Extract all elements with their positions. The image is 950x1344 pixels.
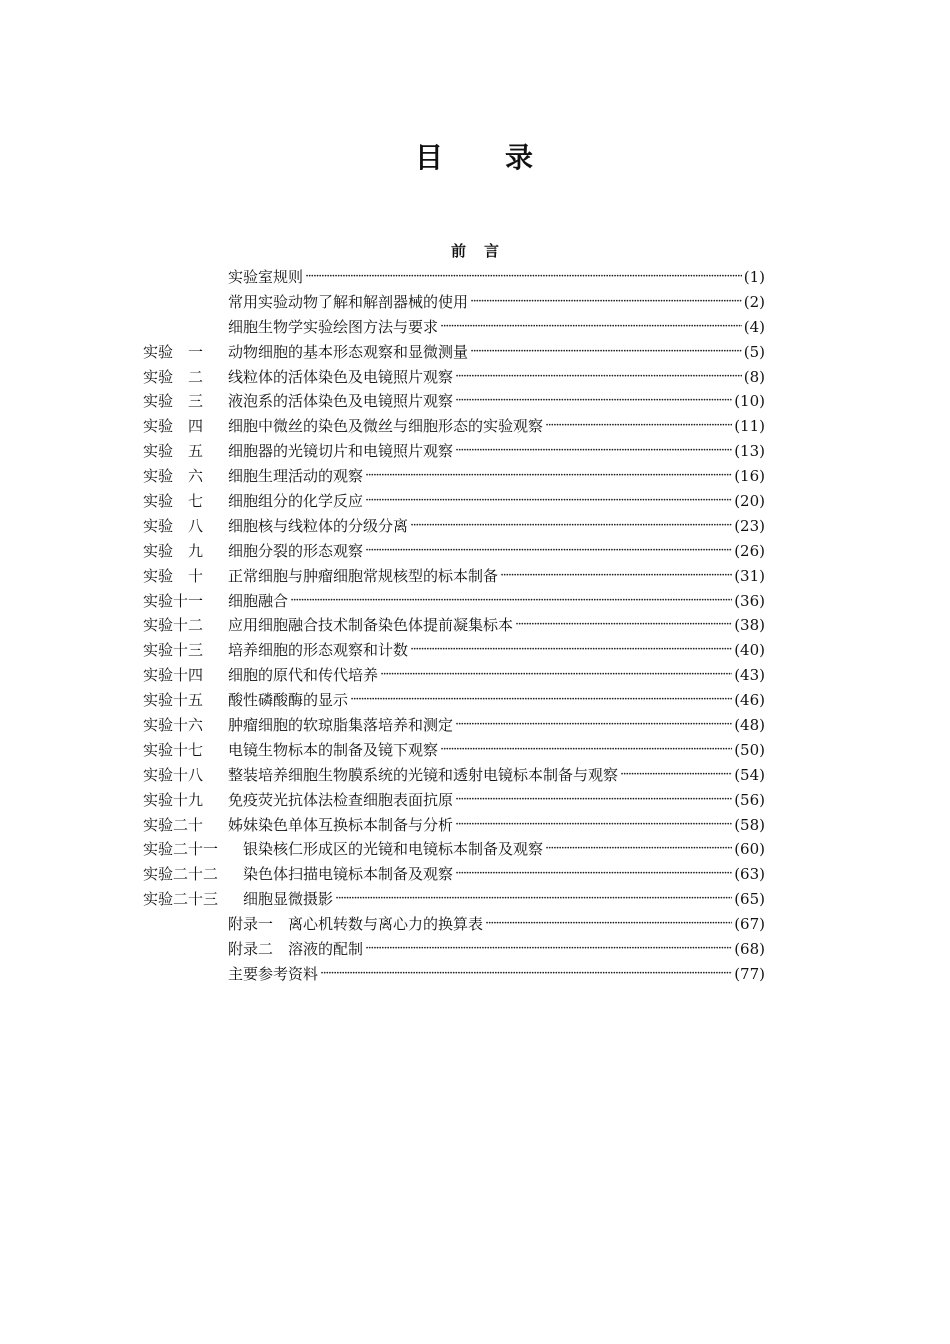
dot-leader [440, 738, 732, 763]
toc-entry[interactable] [143, 837, 765, 862]
toc-entry-page-number: (38) [734, 616, 765, 635]
toc-entry[interactable] [143, 788, 765, 813]
toc-entry-label: 实验十一 [143, 591, 204, 610]
toc-entry-page-number: (43) [734, 666, 765, 685]
toc-entry[interactable] [143, 688, 765, 713]
toc-entry-page-number: (58) [734, 815, 765, 834]
toc-entry[interactable] [143, 489, 765, 514]
toc-entry-title: 细胞生理活动的观察 [228, 467, 364, 486]
toc-entry[interactable] [143, 439, 765, 464]
toc-entry-page-number: (77) [734, 964, 765, 983]
dot-leader [455, 813, 732, 838]
toc-entry-label: 实验十六 [143, 716, 204, 735]
toc-entry-page-number: (16) [734, 467, 765, 486]
toc-entry-label: 实验十七 [143, 740, 204, 759]
toc-entry-page-number: (65) [734, 890, 765, 909]
toc-entry-title: 动物细胞的基本形态观察和显微测量 [228, 342, 469, 361]
toc-entry[interactable] [143, 389, 765, 414]
toc-entry-label: 实验 五 [143, 442, 204, 461]
toc-entry-title: 细胞融合 [228, 591, 289, 610]
toc-entry-page-number: (46) [734, 691, 765, 710]
toc-entry-page-number: (20) [734, 492, 765, 511]
toc-entry[interactable] [143, 340, 765, 365]
dot-leader [485, 912, 732, 937]
toc-entry[interactable] [143, 937, 765, 962]
toc-entry[interactable] [143, 464, 765, 489]
toc-entry-page-number: (10) [734, 392, 765, 411]
toc-entry[interactable] [143, 962, 765, 987]
toc-entry-label: 实验十九 [143, 790, 204, 809]
dot-leader [455, 862, 732, 887]
toc-entry-page-number: (36) [734, 591, 765, 610]
toc-entry-page-number: (5) [743, 342, 765, 361]
toc-entry-title: 细胞显微摄影 [243, 890, 334, 909]
toc-entry[interactable] [143, 912, 765, 937]
toc-entry-page-number: (54) [734, 765, 765, 784]
toc-entry[interactable] [143, 414, 765, 439]
toc-entry-label: 实验 三 [143, 392, 204, 411]
toc-entry-title: 整装培养细胞生物膜系统的光镜和透射电镜标本制备与观察 [228, 765, 619, 784]
toc-entry-title: 培养细胞的形态观察和计数 [228, 641, 409, 660]
toc-entry-title: 细胞器的光镜切片和电镜照片观察 [228, 442, 454, 461]
toc-entry-label: 实验二十二 [143, 865, 219, 884]
toc-entry-title: 正常细胞与肿瘤细胞常规核型的标本制备 [228, 566, 499, 585]
dot-leader [440, 315, 742, 340]
toc-entry-title: 细胞中微丝的染色及微丝与细胞形态的实验观察 [228, 417, 544, 436]
toc-entry[interactable] [143, 763, 765, 788]
toc-entry[interactable] [143, 315, 765, 340]
page-title-char-1: 目 [414, 141, 445, 174]
toc-entry[interactable] [143, 713, 765, 738]
toc-entry[interactable] [143, 638, 765, 663]
dot-leader [545, 414, 732, 439]
toc-entry-title: 线粒体的活体染色及电镜照片观察 [228, 367, 454, 386]
toc-entry-label: 实验十八 [143, 765, 204, 784]
toc-entry-title: 附录一 离心机转数与离心力的换算表 [228, 915, 484, 934]
dot-leader [365, 937, 732, 962]
toc-entry-label: 实验 六 [143, 467, 204, 486]
toc-entry-title: 附录二 溶液的配制 [228, 940, 364, 959]
toc-entry[interactable] [143, 365, 765, 390]
toc-entry-label: 实验二十三 [143, 890, 219, 909]
toc-entry-label: 实验十二 [143, 616, 204, 635]
toc-entry-label: 实验 八 [143, 516, 204, 535]
toc-entry-title: 肿瘤细胞的软琼脂集落培养和测定 [228, 716, 454, 735]
dot-leader [455, 788, 732, 813]
dot-leader [455, 389, 732, 414]
dot-leader [350, 688, 732, 713]
toc-entry-label: 实验 一 [143, 342, 204, 361]
toc-entry-page-number: (23) [734, 516, 765, 535]
preface-char-1: 前 [450, 242, 466, 260]
toc-entry[interactable] [143, 613, 765, 638]
toc-entry[interactable] [143, 738, 765, 763]
toc-entry-page-number: (60) [734, 840, 765, 859]
dot-leader [380, 663, 732, 688]
toc-entry-title: 细胞分裂的形态观察 [228, 541, 364, 560]
dot-leader [365, 539, 732, 564]
toc-entry-title: 常用实验动物了解和解剖器械的使用 [228, 292, 469, 311]
dot-leader [365, 464, 732, 489]
dot-leader [320, 962, 732, 987]
toc-entry-page-number: (31) [734, 566, 765, 585]
toc-entry-page-number: (50) [734, 740, 765, 759]
dot-leader [410, 638, 732, 663]
toc-entry-label: 实验 四 [143, 417, 204, 436]
preface-char-2: 言 [484, 242, 500, 260]
toc-entry-page-number: (11) [734, 417, 765, 436]
toc-entry-label: 实验十五 [143, 691, 204, 710]
toc-entry-page-number: (48) [734, 716, 765, 735]
toc-entry-title: 姊妹染色单体互换标本制备与分析 [228, 815, 454, 834]
dot-leader [500, 564, 732, 589]
toc-entry-page-number: (1) [743, 268, 765, 286]
toc-entry[interactable] [143, 265, 765, 290]
toc-entry-label: 实验 二 [143, 367, 204, 386]
toc-entry-label: 实验 九 [143, 541, 204, 560]
toc-entry-title: 银染核仁形成区的光镜和电镜标本制备及观察 [243, 840, 544, 859]
toc-entry-title: 染色体扫描电镜标本制备及观察 [243, 865, 454, 884]
toc-entry-label: 实验十三 [143, 641, 204, 660]
toc-entry-label: 实验 七 [143, 492, 204, 511]
page-title [0, 136, 950, 176]
toc-entry-page-number: (68) [734, 940, 765, 959]
toc-entry-title: 电镜生物标本的制备及镜下观察 [228, 740, 439, 759]
toc-entry[interactable] [143, 813, 765, 838]
toc-entry-title: 实验室规则 [228, 268, 304, 286]
toc-entry-label: 实验二十一 [143, 840, 219, 859]
toc-entry-page-number: (4) [743, 317, 765, 336]
toc-entry[interactable] [143, 589, 765, 614]
toc-entry-title: 免疫荧光抗体法检查细胞表面抗原 [228, 790, 454, 809]
dot-leader [470, 290, 742, 315]
toc-entry-title: 细胞的原代和传代培养 [228, 666, 379, 685]
dot-leader [290, 589, 732, 614]
toc-entry-page-number: (63) [734, 865, 765, 884]
toc-entry-label: 实验 十 [143, 566, 204, 585]
toc-entry[interactable] [143, 887, 765, 912]
toc-entry-title: 细胞核与线粒体的分级分离 [228, 516, 409, 535]
dot-leader [305, 265, 742, 290]
dot-leader [335, 887, 732, 912]
dot-leader [620, 763, 732, 788]
toc-entry[interactable] [143, 539, 765, 564]
toc-entry-page-number: (67) [734, 915, 765, 934]
dot-leader [455, 713, 732, 738]
preface-heading [0, 240, 950, 261]
table-of-contents [143, 265, 765, 987]
dot-leader [545, 837, 732, 862]
toc-entry-page-number: (2) [743, 292, 765, 311]
toc-entry-label: 实验十四 [143, 666, 204, 685]
toc-entry[interactable] [143, 514, 765, 539]
toc-entry-title: 酸性磷酸酶的显示 [228, 691, 349, 710]
toc-entry[interactable] [143, 862, 765, 887]
dot-leader [455, 365, 742, 390]
dot-leader [410, 514, 732, 539]
dot-leader [515, 613, 732, 638]
toc-entry[interactable] [143, 290, 765, 315]
toc-entry-title: 主要参考资料 [228, 964, 319, 983]
toc-entry-label: 实验二十 [143, 815, 204, 834]
toc-entry-title: 液泡系的活体染色及电镜照片观察 [228, 392, 454, 411]
toc-entry-page-number: (26) [734, 541, 765, 560]
toc-entry-title: 细胞组分的化学反应 [228, 492, 364, 511]
toc-entry-page-number: (8) [743, 367, 765, 386]
toc-entry[interactable] [143, 663, 765, 688]
toc-entry-page-number: (56) [734, 790, 765, 809]
toc-entry[interactable] [143, 564, 765, 589]
dot-leader [455, 439, 732, 464]
toc-entry-title: 细胞生物学实验绘图方法与要求 [228, 317, 439, 336]
dot-leader [365, 489, 732, 514]
toc-entry-page-number: (40) [734, 641, 765, 660]
page-title-char-2: 录 [505, 141, 536, 174]
toc-entry-title: 应用细胞融合技术制备染色体提前凝集标本 [228, 616, 514, 635]
toc-entry-page-number: (13) [734, 442, 765, 461]
dot-leader [470, 340, 742, 365]
